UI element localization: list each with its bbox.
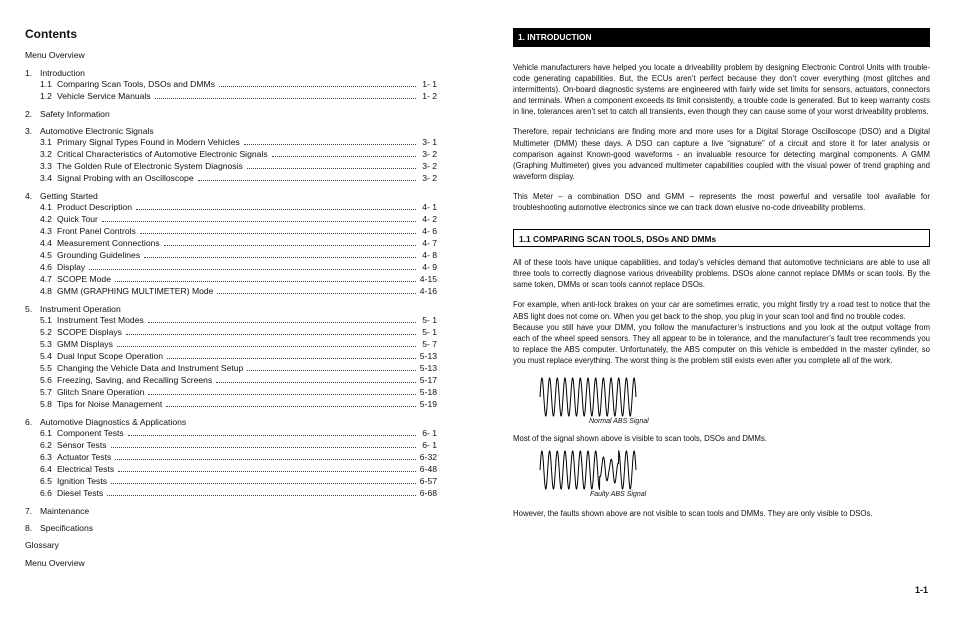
toc-section — [25, 304, 437, 410]
comparing-paragraph-3: Because you still have your DMM, you follow the manufacturer’s instructions and you look at the output voltage from each of the wheel speed sensors. They all appear to be in tolerance, and the manufacturer’s fault tree recommends you to replace the ABS computer. Unfortunately, the ABS computer on this vehicle is embedded in the master cylinder, so you must replace everything. The worst thing is the problem still exists even after you complete all of the work. — [513, 322, 930, 365]
toc-section — [25, 68, 437, 102]
toc-leader-dots — [198, 179, 416, 181]
toc-section — [25, 126, 437, 184]
toc-entry-number: 5.1 — [40, 315, 52, 325]
toc-entry-page: 3- 2 — [422, 173, 437, 183]
toc-entry[interactable] — [25, 314, 437, 326]
toc-leader-dots — [144, 256, 416, 258]
toc-entry-number: 5.5 — [40, 363, 52, 373]
page-number: 1-1 — [915, 585, 929, 595]
toc-entry-page: 3- 2 — [422, 149, 437, 159]
toc-entry-number: 6.3 — [40, 452, 52, 462]
toc-entry-number: 1.1 — [40, 79, 52, 89]
toc-entry-page: 5- 7 — [422, 339, 437, 349]
toc-entry[interactable] — [25, 451, 437, 463]
toc-section-number: 8. — [25, 523, 33, 533]
toc-entry-number: 4.5 — [40, 250, 52, 260]
toc-section-label: Specifications — [40, 523, 94, 533]
toc-entry-page: 5-13 — [419, 351, 437, 361]
toc-section — [25, 191, 437, 297]
toc-entry-title: Quick Tour — [57, 214, 98, 224]
toc-entry-title: GMM Displays — [57, 339, 113, 349]
faulty-abs-waveform — [513, 447, 930, 493]
toc-entry-number: 5.3 — [40, 339, 52, 349]
toc-leader-dots — [164, 244, 416, 246]
toc-entry-page: 6-48 — [419, 464, 437, 474]
toc-entry-page: 4-15 — [419, 274, 437, 284]
table-of-contents — [25, 27, 437, 576]
toc-leader-dots — [136, 208, 416, 210]
toc-entry[interactable] — [25, 237, 437, 249]
toc-entry-number: 3.4 — [40, 173, 52, 183]
toc-glossary[interactable]: Glossary — [25, 540, 59, 550]
toc-entry-title: The Golden Rule of Electronic System Diagnosis — [57, 161, 243, 171]
toc-entry[interactable] — [25, 338, 437, 350]
toc-entry[interactable] — [25, 90, 437, 102]
toc-entry-title: Tips for Noise Management — [57, 399, 163, 409]
toc-entry[interactable] — [25, 398, 437, 410]
toc-leader-dots — [216, 381, 416, 383]
toc-leader-dots — [107, 494, 416, 496]
toc-section-number: 6. — [25, 417, 33, 427]
toc-section-label: Safety Information — [40, 109, 110, 119]
toc-section-title[interactable] — [25, 304, 437, 314]
intro-paragraph-2: Therefore, repair technicians are finding more and more uses for a Digital Storage Oscilloscope (DSO) and a Digital Multimeter (DMM) these days. A DSO can capture a live “signature” of a circuit and store it for later analysis or comparison against Known-good waveforms - an invaluable resource for detecting marginal components. A GMM (Graphing Multimeter) gives you advanced multimeter capabilities coupled with the visual power of trend graphing and waveform display. — [513, 127, 930, 181]
toc-entry[interactable] — [25, 273, 437, 285]
toc-entry[interactable] — [25, 487, 437, 499]
normal-abs-waveform — [513, 374, 930, 420]
toc-entry-page: 6- 1 — [422, 440, 437, 450]
toc-entry-title: Freezing, Saving, and Recalling Screens — [57, 375, 213, 385]
normal-abs-caption: Normal ABS Signal — [589, 417, 649, 425]
toc-section-label: Automotive Diagnostics & Applications — [40, 417, 187, 427]
toc-leader-dots — [247, 369, 416, 371]
toc-entry-page: 5-18 — [419, 387, 437, 397]
toc-entry-page: 4- 2 — [422, 214, 437, 224]
toc-entry-number: 5.2 — [40, 327, 52, 337]
toc-entry-number: 4.1 — [40, 202, 52, 212]
toc-entry-page: 1- 2 — [422, 91, 437, 101]
toc-entry-title: Grounding Guidelines — [57, 250, 141, 260]
toc-section-label: Maintenance — [40, 506, 90, 516]
toc-leader-dots — [148, 321, 416, 323]
toc-entry-page: 6-57 — [419, 476, 437, 486]
toc-section-label: Automotive Electronic Signals — [40, 126, 154, 136]
toc-entry[interactable] — [25, 326, 437, 338]
toc-entry-title: Actuator Tests — [57, 452, 112, 462]
toc-section-title[interactable] — [25, 109, 437, 119]
toc-entry-title: Critical Characteristics of Automotive Electronic Signals — [57, 149, 268, 159]
toc-section-number: 2. — [25, 109, 33, 119]
toc-entry-page: 6-32 — [419, 452, 437, 462]
toc-leader-dots — [128, 434, 416, 436]
toc-section-label: Instrument Operation — [40, 304, 121, 314]
section-header-comparing: 1.1 COMPARING SCAN TOOLS, DSOs AND DMMs — [513, 229, 930, 247]
toc-entry-number: 6.1 — [40, 428, 52, 438]
toc-leader-dots — [115, 280, 416, 282]
toc-entry-title: Comparing Scan Tools, DSOs and DMMs — [57, 79, 215, 89]
toc-entry[interactable] — [25, 285, 437, 297]
toc-entry-page: 5-13 — [419, 363, 437, 373]
toc-entry-title: Electrical Tests — [57, 464, 115, 474]
toc-entry[interactable] — [25, 213, 437, 225]
toc-entry-title: Measurement Connections — [57, 238, 160, 248]
toc-leader-dots — [126, 333, 416, 335]
toc-leader-dots — [111, 446, 416, 448]
toc-entry-title: Front Panel Controls — [57, 226, 136, 236]
toc-leader-dots — [102, 220, 416, 222]
toc-entry-title: Sensor Tests — [57, 440, 107, 450]
intro-paragraph-1: Vehicle manufacturers have helped you locate a driveability problem by designing Electronic Control Units with trouble-code generating capabilities. But, the ECUs aren’t perfect because they don’t cover everything (most glitches and intermittents). On-board diagnostic systems are engineered with fairly wide set limits for sensors, actuators, connectors and terminals. When a component exceeds its limit consistently, a trouble code is generated. But to keep warranty costs in line, tolerances aren’t set to catch all transients, even though they can cause some of your worst driveability problems. — [513, 63, 930, 117]
toc-entry-number: 4.2 — [40, 214, 52, 224]
toc-entry-page: 3- 1 — [422, 137, 437, 147]
toc-entry-page: 4-16 — [419, 286, 437, 296]
toc-leader-dots — [89, 268, 416, 270]
toc-entry-page: 5-17 — [419, 375, 437, 385]
toc-leader-dots — [166, 405, 416, 407]
toc-section-title[interactable] — [25, 417, 437, 427]
toc-entry-title: Changing the Vehicle Data and Instrument Setup — [57, 363, 244, 373]
toc-entry[interactable] — [25, 136, 437, 148]
toc-sections — [25, 68, 437, 533]
toc-section-number: 7. — [25, 506, 33, 516]
toc-entry[interactable] — [25, 201, 437, 213]
toc-section-number: 4. — [25, 191, 33, 201]
toc-entry-title: Instrument Test Modes — [57, 315, 144, 325]
toc-section-label: Introduction — [40, 68, 85, 78]
toc-menu-overview-top[interactable]: Menu Overview — [25, 50, 85, 60]
toc-entry-page: 4- 6 — [422, 226, 437, 236]
toc-entry[interactable] — [25, 148, 437, 160]
toc-entry[interactable] — [25, 427, 437, 439]
toc-entry-number: 6.2 — [40, 440, 52, 450]
toc-entry-number: 4.8 — [40, 286, 52, 296]
toc-entry-title: Display — [57, 262, 86, 272]
toc-title: Contents — [25, 27, 77, 41]
toc-entry-page: 4- 7 — [422, 238, 437, 248]
toc-entry-number: 3.1 — [40, 137, 52, 147]
intro-paragraph-3: This Meter – a combination DSO and GMM – represents the most powerful and versatile tool available for troubleshooting automotive electronics since we can track down elusive no-code driveability problems. — [513, 191, 930, 213]
toc-entry[interactable] — [25, 78, 437, 90]
introduction-page — [513, 28, 930, 519]
toc-leader-dots — [117, 345, 416, 347]
toc-entry-number: 4.7 — [40, 274, 52, 284]
comparing-paragraph-2: For example, when anti-lock brakes on your car are sometimes erratic, you might firstly try a road test to notice that the ABS light does not come on. When you get back to the shop, you plug in your scan tool and find no trouble codes. — [513, 300, 930, 321]
toc-leader-dots — [118, 470, 416, 472]
toc-entry-page: 4- 1 — [422, 202, 437, 212]
toc-entry[interactable] — [25, 350, 437, 362]
toc-entry[interactable] — [25, 261, 437, 273]
toc-entry-title: SCOPE Displays — [57, 327, 122, 337]
toc-entry[interactable] — [25, 362, 437, 374]
toc-entry-number: 3.2 — [40, 149, 52, 159]
toc-entry-number: 4.6 — [40, 262, 52, 272]
toc-leader-dots — [155, 97, 416, 99]
toc-entry-page: 4- 8 — [422, 250, 437, 260]
comparing-paragraph-1: All of these tools have unique capabilities, and today’s vehicles demand that automotive technicians are able to use all three tools to correctly diagnose various driveability problems. DSOs alone cannot replace DMMs or scan tools. By the same token, DMMs or scan tools cannot replace DSOs. — [513, 258, 930, 290]
comparing-paragraph-4: Most of the signal shown above is visible to scan tools, DSOs and DMMs. — [513, 433, 767, 443]
toc-section-title[interactable] — [25, 523, 437, 533]
faulty-abs-caption: Faulty ABS Signal — [590, 491, 647, 499]
toc-section-number: 3. — [25, 126, 33, 136]
toc-entry[interactable] — [25, 225, 437, 237]
toc-entry[interactable] — [25, 439, 437, 451]
toc-leader-dots — [247, 167, 416, 169]
toc-entry-number: 4.3 — [40, 226, 52, 236]
toc-leader-dots — [115, 458, 416, 460]
toc-entry-title: Diesel Tests — [57, 488, 104, 498]
toc-leader-dots — [140, 232, 416, 234]
toc-entry-page: 4- 9 — [422, 262, 437, 272]
comparing-paragraph-5: However, the faults shown above are not visible to scan tools and DMMs. They are only visible to DSOs. — [513, 509, 873, 519]
toc-section-number: 5. — [25, 304, 33, 314]
toc-entry-page: 6-68 — [419, 488, 437, 498]
toc-entry-title: Component Tests — [57, 428, 124, 438]
toc-entry-number: 3.3 — [40, 161, 52, 171]
toc-entry[interactable] — [25, 160, 437, 172]
toc-entry-title: GMM (GRAPHING MULTIMETER) Mode — [57, 286, 214, 296]
toc-entry[interactable] — [25, 172, 437, 184]
toc-entry-number: 4.4 — [40, 238, 52, 248]
toc-entry-title: Vehicle Service Manuals — [57, 91, 151, 101]
toc-entry[interactable] — [25, 374, 437, 386]
toc-entry-title: Glitch Snare Operation — [57, 387, 145, 397]
toc-leader-dots — [219, 85, 416, 87]
toc-leader-dots — [272, 155, 416, 157]
toc-entry-number: 1.2 — [40, 91, 52, 101]
toc-entry-number: 6.4 — [40, 464, 52, 474]
toc-entry[interactable] — [25, 386, 437, 398]
toc-entry-number: 5.8 — [40, 399, 52, 409]
toc-leader-dots — [217, 292, 416, 294]
section-header-introduction: 1. INTRODUCTION — [513, 28, 930, 47]
toc-entry-page: 5- 1 — [422, 327, 437, 337]
toc-entry-title: Ignition Tests — [57, 476, 108, 486]
toc-section — [25, 109, 437, 119]
toc-section-title[interactable] — [25, 506, 437, 516]
toc-section-title[interactable] — [25, 126, 437, 136]
toc-entry-page: 1- 1 — [422, 79, 437, 89]
toc-entry-number: 5.6 — [40, 375, 52, 385]
toc-entry-page: 3- 2 — [422, 161, 437, 171]
toc-entry-number: 5.7 — [40, 387, 52, 397]
toc-entry-page: 5- 1 — [422, 315, 437, 325]
toc-section-number: 1. — [25, 68, 33, 78]
toc-entry-title: Primary Signal Types Found in Modern Vehicles — [57, 137, 240, 147]
toc-entry[interactable] — [25, 463, 437, 475]
toc-entry-number: 6.6 — [40, 488, 52, 498]
toc-entry-page: 6- 1 — [422, 428, 437, 438]
toc-section — [25, 506, 437, 516]
toc-entry-title: Product Description — [57, 202, 132, 212]
toc-section — [25, 417, 437, 499]
toc-section-title[interactable] — [25, 191, 437, 201]
toc-leader-dots — [167, 357, 416, 359]
toc-leader-dots — [148, 393, 416, 395]
toc-entry[interactable] — [25, 475, 437, 487]
toc-section-title[interactable] — [25, 68, 437, 78]
toc-leader-dots — [111, 482, 416, 484]
toc-leader-dots — [244, 143, 416, 145]
toc-entry-number: 6.5 — [40, 476, 52, 486]
toc-section — [25, 523, 437, 533]
toc-menu-overview-bottom[interactable]: Menu Overview — [25, 558, 85, 568]
toc-section-label: Getting Started — [40, 191, 98, 201]
toc-entry-title: SCOPE Mode — [57, 274, 111, 284]
toc-entry[interactable] — [25, 249, 437, 261]
toc-entry-title: Signal Probing with an Oscilloscope — [57, 173, 194, 183]
toc-entry-title: Dual Input Scope Operation — [57, 351, 164, 361]
toc-entry-page: 5-19 — [419, 399, 437, 409]
toc-entry-number: 5.4 — [40, 351, 52, 361]
